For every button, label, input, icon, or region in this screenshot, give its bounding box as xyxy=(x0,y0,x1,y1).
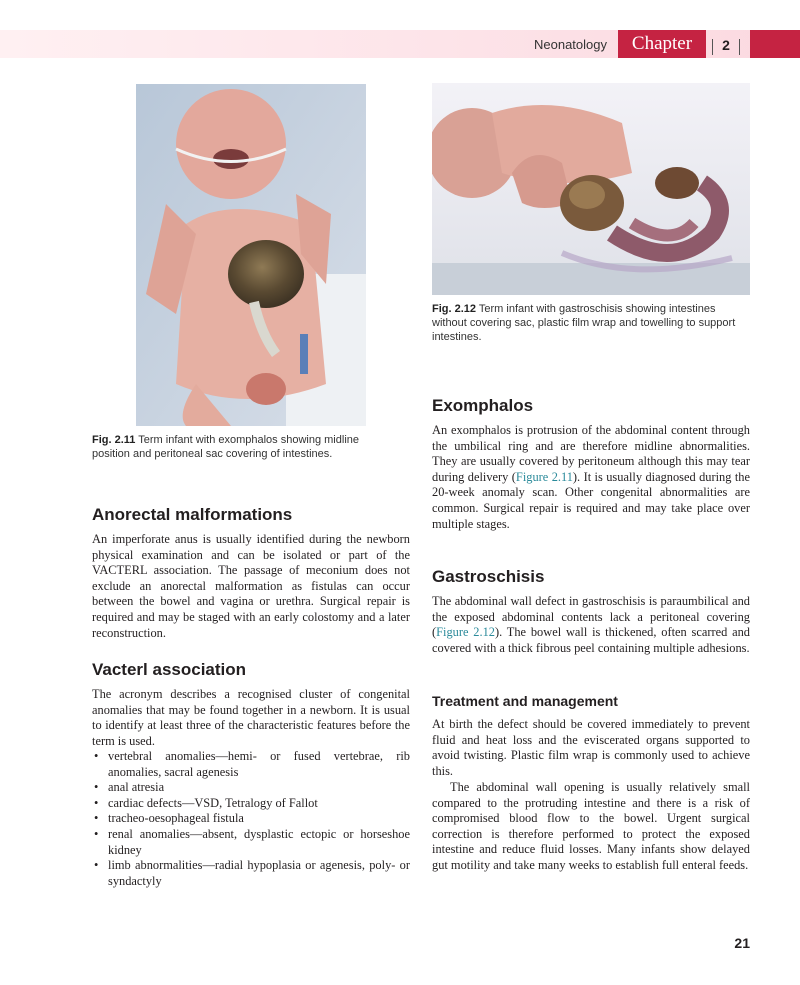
vacterl-body: The acronym describes a recognised cluster of congenital anomalies that may be found together in a newborn. It is usual to identify at least three of the characteristic features before the term is used. xyxy=(92,687,410,748)
list-item: • cardiac defects—VSD, Tetralogy of Fallot xyxy=(92,796,410,812)
page-number: 21 xyxy=(734,935,750,951)
chapter-separator-right xyxy=(739,39,740,55)
list-item: • vertebral anomalies—hemi- or fused vertebrae, rib anomalies, sacral agenesis xyxy=(92,749,410,780)
exomphalos-body xyxy=(432,423,750,532)
figure-2-11-caption xyxy=(92,433,392,461)
figure-2-12-photo xyxy=(432,83,750,295)
header-corner-block xyxy=(750,30,800,58)
gastroschisis-body-end: ). The bowel wall is thickened, often scarred and covered with a thick fibrous peel containing multiple adhesions. xyxy=(432,625,750,655)
anorectal-heading: Anorectal malformations xyxy=(92,505,293,524)
running-title: Neonatology xyxy=(534,37,607,52)
list-item: • renal anomalies—absent, dysplastic ectopic or horseshoe kidney xyxy=(92,827,410,858)
figure-2-11-caption-text: Term infant with exomphalos showing midline position and peritoneal sac covering of intestines. xyxy=(92,434,359,460)
figure-2-11-photo xyxy=(136,84,366,426)
exomphalos-body-end: ). It is usually diagnosed during the 20-week anomaly scan. Other congenital abnormalities are common. Surgical repair is required and may take place over multiple stages. xyxy=(432,469,751,531)
treatment-para-1: At birth the defect should be covered immediately to prevent fluid and heat loss and the eviscerated organs supported to avoid twisting. Plastic film wrap is commonly used to achieve this. xyxy=(432,717,750,778)
list-item: • anal atresia xyxy=(92,780,410,796)
chapter-number: 2 xyxy=(722,37,730,53)
vacterl-list xyxy=(92,749,410,889)
exomphalos-heading: Exomphalos xyxy=(432,396,534,415)
treatment-para-2: The abdominal wall opening is usually relatively small compared to the protruding intestine and there is a risk of compromised blood flow to the bowel. Urgent surgical correction is therefore performed to protect the exposed intestine and reduce fluid losses. Many infants show delayed gut motility and take many weeks to establish full enteral feeds. xyxy=(432,780,750,872)
gastroschisis-body xyxy=(432,594,750,656)
list-item: • tracheo-oesophageal fistula xyxy=(92,811,410,827)
gastroschisis-body-start: The abdominal wall defect in gastroschisis is paraumbilical and the exposed abdominal contents lack a peritoneal covering ( xyxy=(432,594,750,640)
exomphalos-body-start: An exomphalos is protrusion of the abdominal content through the umbilical ring and are therefore midline abnormalities. They are usually covered by peritoneum although this may tear during delivery ( xyxy=(432,423,750,484)
figure-2-12-link[interactable]: Figure 2.12 xyxy=(436,625,495,640)
chapter-label: Chapter xyxy=(618,30,706,58)
figure-2-12-caption-text: Term infant with gastroschisis showing intestines without covering sac, plastic film wrap and towelling to support intestines. xyxy=(432,303,736,343)
list-item: • limb abnormalities—radial hypoplasia or agenesis, poly- or syndactyly xyxy=(92,858,410,889)
figure-2-12-caption xyxy=(432,302,750,344)
figure-2-12-label: Fig. 2.12 xyxy=(432,303,477,315)
treatment-heading: Treatment and management xyxy=(432,693,618,709)
figure-2-11-label: Fig. 2.11 xyxy=(92,434,136,446)
figure-2-11-link[interactable]: Figure 2.11 xyxy=(515,469,573,484)
vacterl-heading: Vacterl association xyxy=(92,660,247,679)
gastroschisis-heading: Gastroschisis xyxy=(432,567,545,586)
anorectal-body: An imperforate anus is usually identified during the newborn physical examination and can be isolated or part of the VACTERL association. The passage of meconium does not exclude an anorectal malformation as fistulas can occur between the bowel and vagina or urethra. Surgical repair is required and may be staged with an early colostomy and a later reconstruction. xyxy=(92,532,410,640)
